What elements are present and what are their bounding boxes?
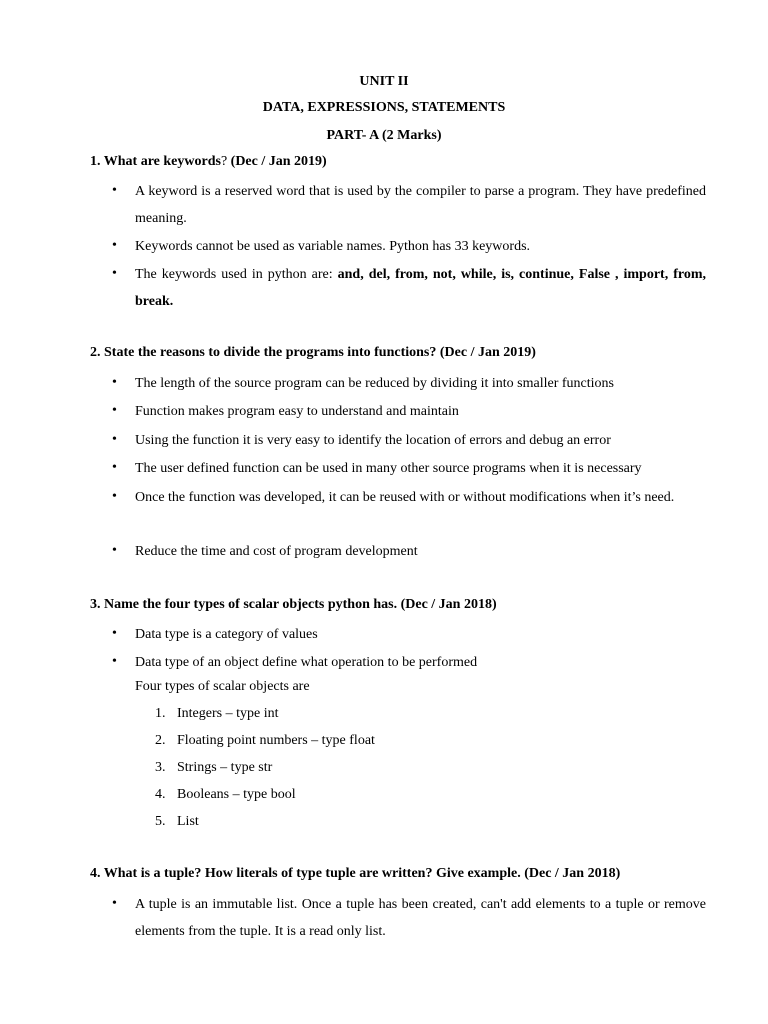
question-4-heading: 4. What is a tuple? How literals of type tuple are written? Give example. (Dec / Jan 2018): [90, 866, 621, 881]
q1-bullet-2-text: Keywords cannot be used as variable names. Python has 33 keywords.: [135, 239, 531, 254]
q2-bullet-2-text: Function makes program easy to understand and maintain: [135, 404, 459, 419]
part-title: PART- A (2 Marks): [326, 128, 442, 143]
q2-bullet-5-text: Once the function was developed, it can be reused with or without modifications when it’s need.: [135, 490, 675, 505]
list-text: Floating point numbers – type float: [177, 733, 375, 748]
bullet-icon: •: [112, 432, 117, 447]
list-number: 5.: [155, 814, 166, 829]
question-1-question-mark: ?: [220, 154, 228, 169]
chapter-title: DATA, EXPRESSIONS, STATEMENTS: [262, 100, 506, 115]
bullet-icon: •: [112, 626, 117, 641]
bullet-icon: •: [112, 183, 117, 198]
q1-bullet-3-plain: The keywords used in python are:: [135, 267, 338, 282]
list-text: Strings – type str: [177, 760, 273, 775]
question-3-heading: 3. Name the four types of scalar objects python has. (Dec / Jan 2018): [90, 597, 497, 612]
bullet-icon: •: [112, 896, 117, 911]
q3-list-item-1: [155, 704, 278, 724]
list-number: 4.: [155, 787, 166, 802]
q3-bullet-2-text: Data type of an object define what operation to be performed: [135, 655, 478, 670]
q3-list-item-3: [155, 758, 272, 778]
unit-title: UNIT II: [359, 74, 409, 89]
question-1-text: What are keywords: [103, 154, 221, 169]
bullet-icon: •: [112, 238, 117, 253]
bullet-icon: •: [112, 266, 117, 281]
bullet-icon: •: [112, 654, 117, 669]
q2-bullet-4-text: The user defined function can be used in many other source programs when it is necessary: [135, 461, 642, 476]
question-2-heading: 2. State the reasons to divide the programs into functions? (Dec / Jan 2019): [90, 345, 536, 360]
bullet-icon: •: [112, 375, 117, 390]
q2-bullet-1-text: The length of the source program can be reduced by dividing it into smaller functions: [135, 376, 614, 391]
q2-bullet-6-text: Reduce the time and cost of program development: [135, 544, 418, 559]
q4-bullet-1-text: A tuple is an immutable list. Once a tuple has been created, can't add elements to a tuple or remove elements from the tuple. It is a read only list.: [135, 897, 706, 939]
q3-list-item-2: [155, 731, 375, 751]
question-1-heading: [90, 152, 730, 172]
q1-bullet-3-text: [135, 261, 706, 315]
list-text: List: [177, 814, 199, 829]
list-number: 3.: [155, 760, 166, 775]
q3-intro: Four types of scalar objects are: [135, 679, 310, 694]
question-1-date: (Dec / Jan 2019): [227, 154, 327, 169]
q3-bullet-1-text: Data type is a category of values: [135, 627, 318, 642]
bullet-icon: •: [112, 543, 117, 558]
q1-bullet-3-keywords: and, del, from, not, while, is, continue, False , import, from, break.: [135, 267, 706, 309]
q3-list-item-4: [155, 785, 296, 805]
q2-bullet-3-text: Using the function it is very easy to identify the location of errors and debug an error: [135, 433, 611, 448]
bullet-icon: •: [112, 489, 117, 504]
bullet-icon: •: [112, 403, 117, 418]
question-1-number: 1.: [90, 154, 104, 169]
list-text: Booleans – type bool: [177, 787, 296, 802]
bullet-icon: •: [112, 460, 117, 475]
list-number: 2.: [155, 733, 166, 748]
q1-bullet-1-text: A keyword is a reserved word that is used by the compiler to parse a program. They have predefined meaning.: [135, 184, 706, 226]
list-text: Integers – type int: [177, 706, 279, 721]
list-number: 1.: [155, 706, 166, 721]
q3-list-item-5: [155, 812, 199, 832]
